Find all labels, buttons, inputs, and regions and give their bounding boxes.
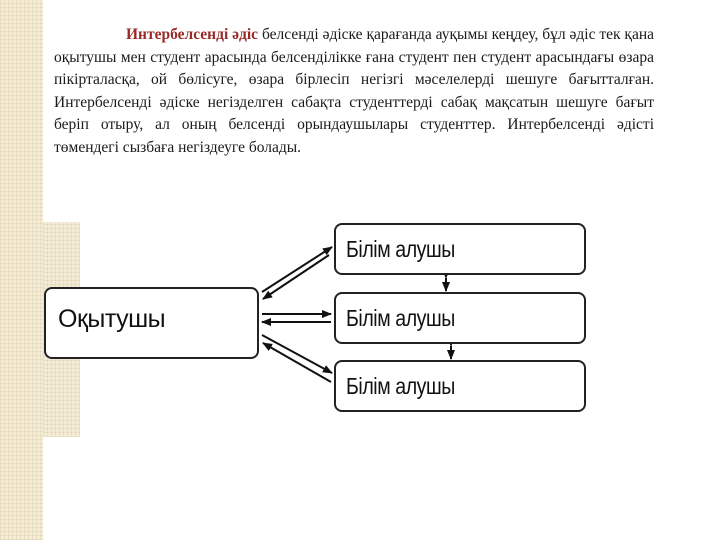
learner-box-3 [334, 360, 586, 412]
teacher-box [44, 287, 259, 359]
arrow-learner3-to-teacher [263, 343, 331, 382]
learner-box-1 [334, 223, 586, 275]
arrow-teacher-to-learner3 [262, 335, 332, 373]
teacher-label: Оқытушы [58, 305, 166, 333]
paragraph-text: белсенді әдіске қарағанда ауқымы кеңдеу, бұл әдіс тек қана оқытушы мен студент арасында белсенділікке ғана студент пен студент арасындағы өзара пікірталасқа, ой бөлісуге, өзара бірлесіп негізгі мәселелерді шешуге бағытталған. Интербелсенді әдіске негізделген сабақта студенттерді сабақ мақсатын шешуге бағыт беріп отыру, ал оның белсенді орындаушылары студенттер. Интербелсенді әдісті төмендегі сызбаға негіздеуге болады. [54, 26, 655, 156]
arrow-teacher-to-learner1 [262, 247, 332, 292]
arrow-learner1-to-teacher [263, 255, 329, 299]
learner-label-1: Білім алушы [346, 236, 455, 262]
learner-label-2: Білім алушы [346, 305, 455, 331]
highlight-term: Интербелсенді әдіс [126, 26, 259, 43]
learner-label-3: Білім алушы [346, 373, 455, 399]
learner-box-2 [334, 292, 586, 344]
